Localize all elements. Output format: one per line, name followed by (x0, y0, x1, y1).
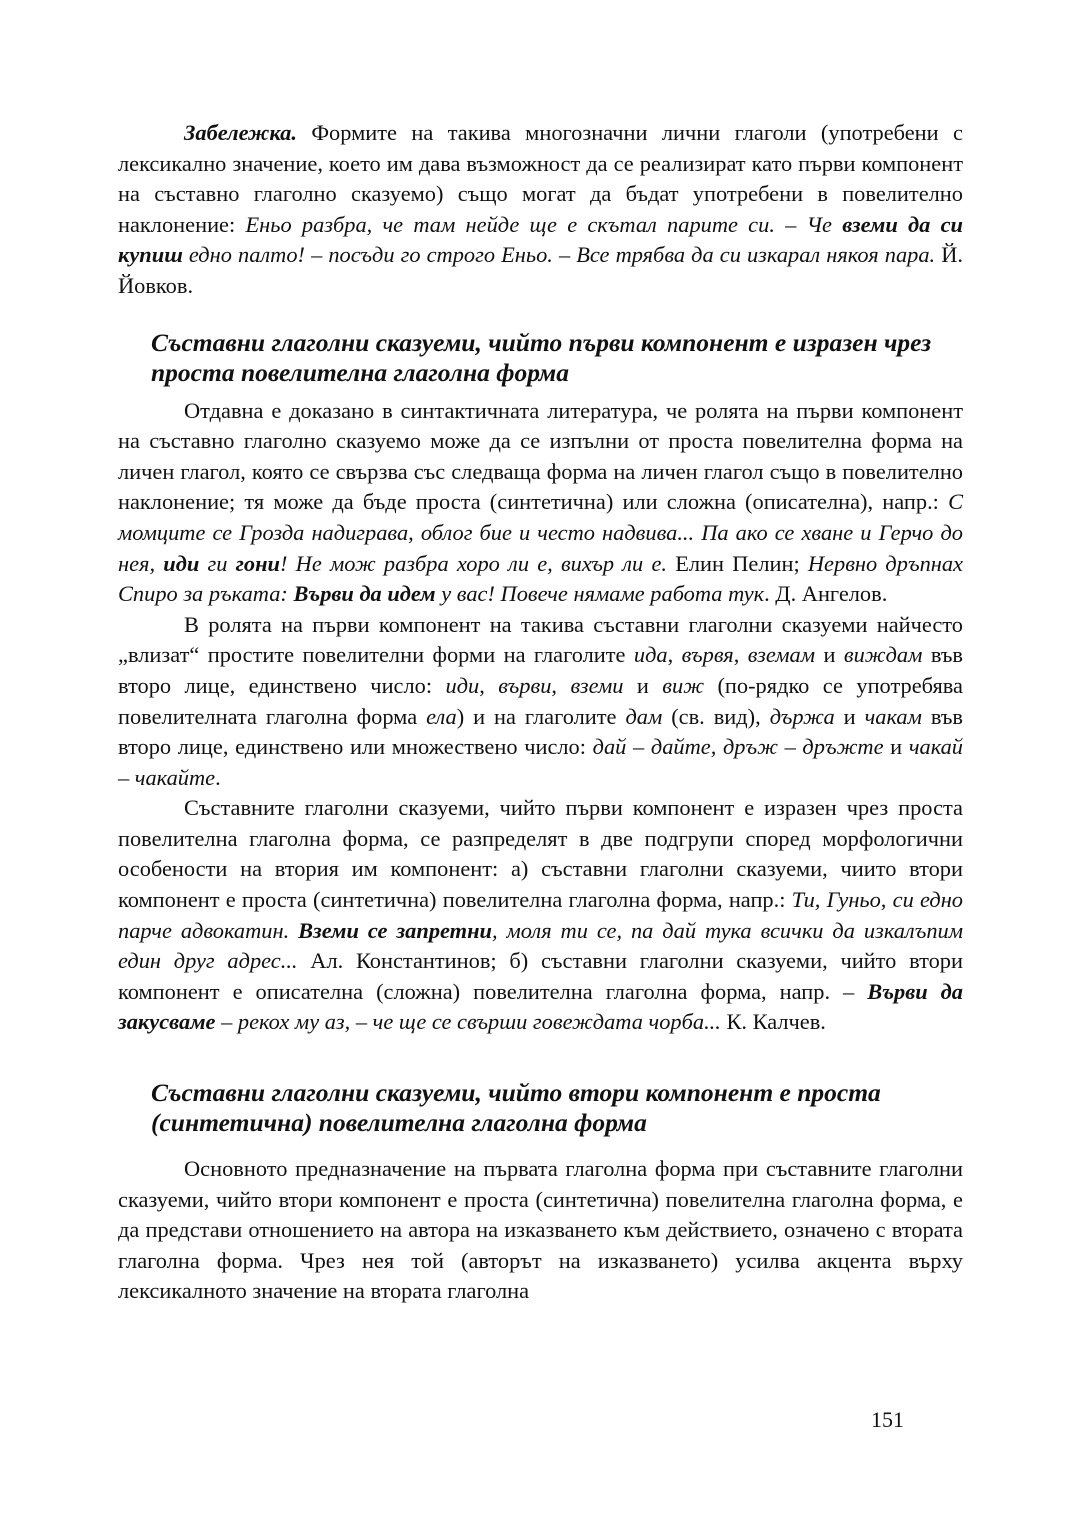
section-heading-2: Съставни глаголни сказуеми, чийто втори компонент е проста (синтетична) повелителна глаголна форма (151, 1078, 881, 1138)
example-word: вземи (570, 672, 624, 698)
example-emphasis: гони (235, 550, 280, 576)
example-text: ! Не мож разбра хоро ли е, вихър ли е. (279, 550, 667, 576)
page-number: 151 (871, 1407, 904, 1432)
note-example: Еньо разбра, че там нейде ще е скътал парите си. – Че (245, 211, 843, 237)
example-emphasis: Върви да идем (293, 581, 436, 607)
note-text: Формите на такива многозначни лични глаголи (употребени с лексикално значение, което им дава възможност да се реализират като първи компонент на съставно глаголно сказуемо) също могат да бъдат употребени в повелително наклонение: (118, 120, 963, 237)
example-source: . Д. Ангелов. (764, 581, 888, 607)
example-source: Елин Пелин; (666, 550, 808, 576)
example-word: иди (445, 672, 480, 698)
example-word: върви (498, 672, 552, 698)
example-word: дам (625, 703, 663, 729)
separator: , (551, 672, 571, 698)
paragraph-3 (118, 793, 963, 1038)
example-text: – рекох му аз, – че ще се свърши говеждата чорба... (215, 1009, 721, 1035)
example-word: държа (769, 703, 835, 729)
paragraph-text: Ал. Константинов; б) съставни глаголни сказуеми, чийто втори компонент е описателна (сложна) повелителна глаголна форма, напр. – (118, 948, 963, 1004)
page-body (118, 118, 963, 1307)
separator: и (815, 642, 844, 668)
example-text: С момците се Грозда надиграва, облог бие и често надвива... Па ако се хване и Герчо до нея, (118, 489, 963, 576)
paragraph-text: във второ лице, единствено или множествено число: (118, 703, 964, 760)
example-word: виждам (843, 642, 923, 668)
example-word: виж (662, 672, 705, 698)
paragraph-text: ) и на глаголите (456, 703, 626, 729)
separator: , (667, 642, 682, 668)
paragraph-1 (118, 396, 963, 610)
paragraph-text: В ролята на първи компонент на такива съставни глаголни сказуеми найчесто „влизат“ простите повелителни форми на глаголите (118, 611, 963, 668)
example-text: , моля ти се, па дай тука всички да изкалъпим един друг адрес... (118, 917, 963, 974)
separator: , (733, 642, 748, 668)
example-source: К. Калчев. (720, 1009, 826, 1035)
separator: и (883, 734, 909, 760)
paragraph-4: Основното предназначение на първата глаголна форма при съставните глаголни сказуеми, чийто втори компонент е проста (синтетична) повелителна глаголна форма, е да представи отношението на автора на изказването към действието, означено с втората глаголна форма. Чрез нея той (авторът на изказването) усилва акцента върху лексикалното значение на втората глаголна (118, 1156, 963, 1304)
example-word: ида (633, 642, 668, 668)
note-example: едно палто! – посъди го строго Еньо. (182, 242, 559, 268)
example-word: дай – дайте, дръж – дръжте (592, 734, 884, 760)
example-word: ела (426, 703, 457, 729)
example-emphasis: иди (163, 550, 200, 576)
separator: , (479, 672, 499, 698)
paragraph-text: Съставните глаголни сказуеми, чийто първи компонент е изразен чрез проста повелителна глаголна форма, се разпределят в две подгрупи според морфологични особености на втория им компонент: а) съставни глаголни сказуеми, чиито втори компонент е проста (синтетична) повелителна глаголна форма, напр.: (118, 795, 963, 913)
example-emphasis: Вземи се запретни (298, 917, 492, 943)
note-paragraph (118, 118, 963, 302)
paragraph-2 (118, 610, 963, 794)
separator: и (834, 703, 865, 729)
separator: и (623, 672, 663, 698)
example-text: у вас! Повече нямаме работа тук (435, 581, 765, 607)
example-word: чакам (864, 703, 922, 729)
example-emphasis: Върви да закусваме (118, 978, 963, 1035)
example-text: ги (199, 550, 236, 576)
note-example: – Все трябва да си изкарал някоя пара. (558, 242, 936, 268)
paragraph-text: (по-рядко се употребява повелителната глаголна форма (118, 672, 963, 729)
separator: . (215, 764, 221, 790)
example-text: Ти, Гуньо, си едно парче адвокатин. (118, 887, 963, 943)
note-example-emphasis: вземи да си купиш (118, 211, 963, 268)
example-word: вървя (681, 642, 734, 668)
example-text: Нервно дръпнах Спиро за ръката: (118, 550, 963, 607)
note-label: Забележка. (184, 120, 297, 145)
paragraph-text: (св. вид), (662, 703, 770, 729)
example-word: чакай – чакайте (118, 734, 963, 790)
note-source: Й. Йовков. (118, 242, 964, 298)
section-heading-1: Съставни глаголни сказуеми, чийто първи компонент е изразен чрез проста повелителна глаголна форма (151, 327, 932, 387)
paragraph-text: във второ лице, единствено число: (118, 642, 963, 698)
paragraph-text: Отдавна е доказано в синтактичната литература, че ролята на първи компонент на съставно глаголно сказуемо може да се изпълни от проста повелителна форма на личен глагол, която се свързва със следваща форма на личен глагол също в повелително наклонение; тя може да бъде проста (синтетична) или сложна (описателна), напр.: (118, 397, 963, 515)
example-word: вземам (747, 642, 816, 668)
